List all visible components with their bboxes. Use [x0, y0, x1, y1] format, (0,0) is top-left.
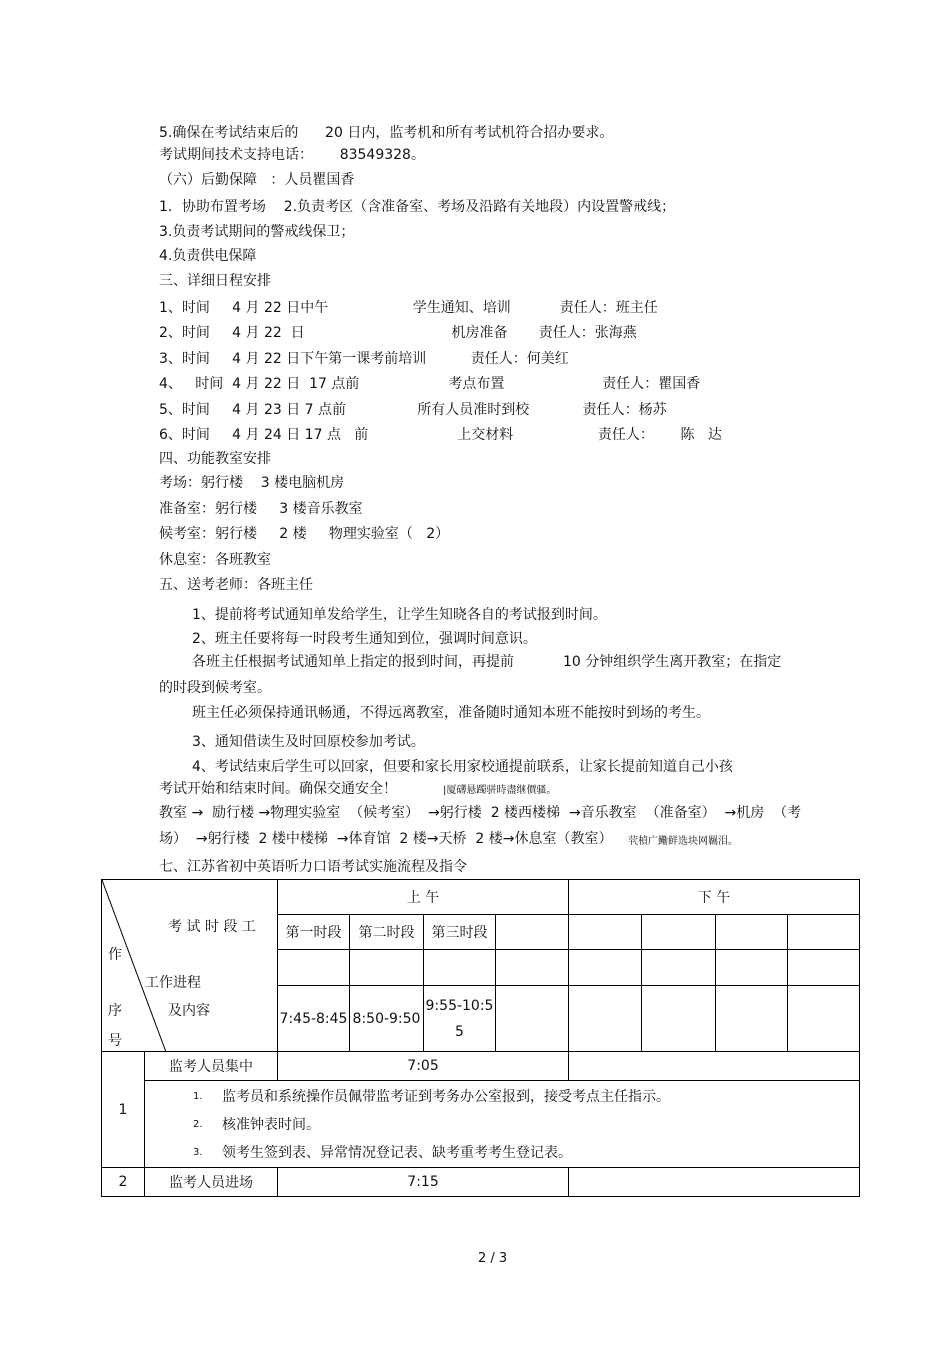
text-line: 休息室：各班教室	[159, 552, 271, 568]
detail-number: 2.	[193, 1119, 203, 1130]
corner-label: 作	[108, 947, 122, 963]
detail-item	[145, 1111, 859, 1139]
table-corner-header	[102, 880, 278, 1052]
detail-item	[145, 1083, 859, 1111]
route-line: 教室 → 励行楼 →物理实验室 （候考室） →躬行楼 2 楼西楼梯 →音乐教室 （准备室） →机房 （考	[159, 805, 802, 821]
empty-cell	[716, 950, 788, 986]
text-line: 考试期间技术支持电话： 83549328。	[159, 147, 425, 163]
text-line: 准备室：躬行楼 3 楼音乐教室	[159, 501, 363, 517]
empty-cell	[496, 915, 569, 950]
detail-text: 监考员和系统操作员佩带监考证到考务办公室报到，接受考点主任指示。	[222, 1089, 670, 1105]
time-cell: 8:50-9:50	[350, 986, 424, 1052]
empty-cell	[788, 950, 860, 986]
row-time: 7:15	[278, 1168, 569, 1197]
schedule-item: 3、时间 4 月 22 日下午第一课考前培训 责任人：何美红	[159, 351, 569, 367]
empty-cell	[569, 1168, 860, 1197]
detail-text: 领考生签到表、异常情况登记表、缺考重考考生登记表。	[222, 1145, 572, 1161]
section-heading: 五、送考老师：各班主任	[159, 577, 313, 593]
garbled-text: 茕楨广鰳鲜选块网羈泪。	[628, 836, 738, 847]
period-cell: 第三时段	[424, 915, 496, 950]
empty-cell	[642, 986, 716, 1052]
schedule-item: 1、时间 4 月 22 日中午 学生通知、培训 责任人：班主任	[159, 300, 658, 316]
empty-cell	[716, 915, 788, 950]
row-details	[145, 1081, 860, 1168]
schedule-item: 5、时间 4 月 23 日 7 点前 所有人员准时到校 责任人：杨苏	[159, 402, 667, 418]
exam-procedure-table	[101, 879, 860, 1197]
afternoon-header: 下 午	[569, 880, 860, 915]
empty-cell	[278, 950, 350, 986]
text-line: 的时段到候考室。	[159, 680, 271, 696]
row-seq: 2	[102, 1168, 145, 1197]
empty-cell	[642, 915, 716, 950]
row-time: 7:05	[278, 1052, 569, 1081]
text-line: （六）后勤保障 ：人员瞿国香	[159, 172, 355, 188]
period-cell: 第二时段	[350, 915, 424, 950]
corner-label: 工作进程	[145, 975, 201, 991]
page-number: 2 / 3	[478, 1251, 508, 1266]
empty-cell	[788, 915, 860, 950]
text-line: 4、考试结束后学生可以回家，但要和家长用家校通提前联系，让家长提前知道自己小孩	[192, 759, 733, 775]
empty-cell	[350, 950, 424, 986]
time-cell: 7:45-8:45	[278, 986, 350, 1052]
detail-number: 3.	[193, 1147, 203, 1158]
text-line: 1、提前将考试通知单发给学生，让学生知晓各自的考试报到时间。	[192, 607, 607, 623]
section-heading: 三、详细日程安排	[159, 273, 271, 289]
schedule-item: 2、时间 4 月 22 日 机房准备 责任人：张海燕	[159, 325, 637, 341]
detail-number: 1.	[193, 1091, 203, 1102]
corner-label: 考 试 时 段 工	[168, 919, 256, 935]
text-line: 5.确保在考试结束后的 20 日内，监考机和所有考试机符合招办要求。	[159, 125, 614, 141]
section-heading: 七、江苏省初中英语听力口语考试实施流程及指令	[159, 859, 467, 875]
schedule-item: 6、时间 4 月 24 日 17 点 前 上交材料 责任人： 陈 达	[159, 427, 722, 443]
time-cell: 9:55-10:5 5	[424, 986, 496, 1052]
empty-cell	[788, 986, 860, 1052]
empty-cell	[569, 950, 642, 986]
empty-cell	[569, 1052, 860, 1081]
row-item: 监考人员集中	[145, 1052, 278, 1081]
row-seq: 1	[102, 1052, 145, 1168]
empty-cell	[642, 950, 716, 986]
detail-item	[145, 1139, 859, 1167]
text-line: 各班主任根据考试通知单上指定的报到时间，再提前 10 分钟组织学生离开教室；在指定	[192, 654, 782, 670]
text-line: 2、班主任要将每一时段考生通知到位，强调时间意识。	[192, 631, 537, 647]
section-heading: 四、功能教室安排	[159, 451, 271, 467]
empty-cell	[496, 986, 569, 1052]
empty-cell	[569, 986, 642, 1052]
route-line: 场） →躬行楼 2 楼中楼梯 →体育馆 2 楼→天桥 2 楼→休息室（教室）	[159, 831, 613, 847]
text-line: 班主任必须保持通讯畅通，不得远离教室，准备随时通知本班不能按时到场的考生。	[192, 705, 710, 721]
empty-cell	[424, 950, 496, 986]
detail-text: 核准钟表时间。	[222, 1117, 320, 1133]
morning-header: 上 午	[278, 880, 569, 915]
period-cell: 第一时段	[278, 915, 350, 950]
text-line: 3.负责考试期间的警戒线保卫；	[159, 224, 355, 240]
text-line: 1．协助布置考场 2.负责考区（含准备室、考场及沿路有关地段）内设置警戒线；	[159, 199, 676, 215]
schedule-item: 4、 时间 4 月 22 日 17 点前 考点布置 责任人：瞿国香	[159, 376, 701, 392]
corner-label: 号	[108, 1033, 122, 1049]
text-line: 候考室：躬行楼 2 楼 物理实验室（ 2）	[159, 526, 450, 542]
text-line: 考场：躬行楼 3 楼电脑机房	[159, 475, 345, 491]
garbled-text: |厦礴悬躅骈時盡继價骚。	[443, 785, 557, 796]
text-line: 4.负责供电保障	[159, 248, 257, 264]
corner-label: 及内容	[168, 1003, 210, 1019]
empty-cell	[716, 986, 788, 1052]
text-line: 3、通知借读生及时回原校参加考试。	[192, 734, 425, 750]
empty-cell	[496, 950, 569, 986]
diagonal-line	[102, 880, 278, 1052]
row-item: 监考人员进场	[145, 1168, 278, 1197]
text-line: 考试开始和结束时间。确保交通安全！	[159, 781, 397, 797]
corner-label: 序	[108, 1003, 122, 1019]
empty-cell	[569, 915, 642, 950]
